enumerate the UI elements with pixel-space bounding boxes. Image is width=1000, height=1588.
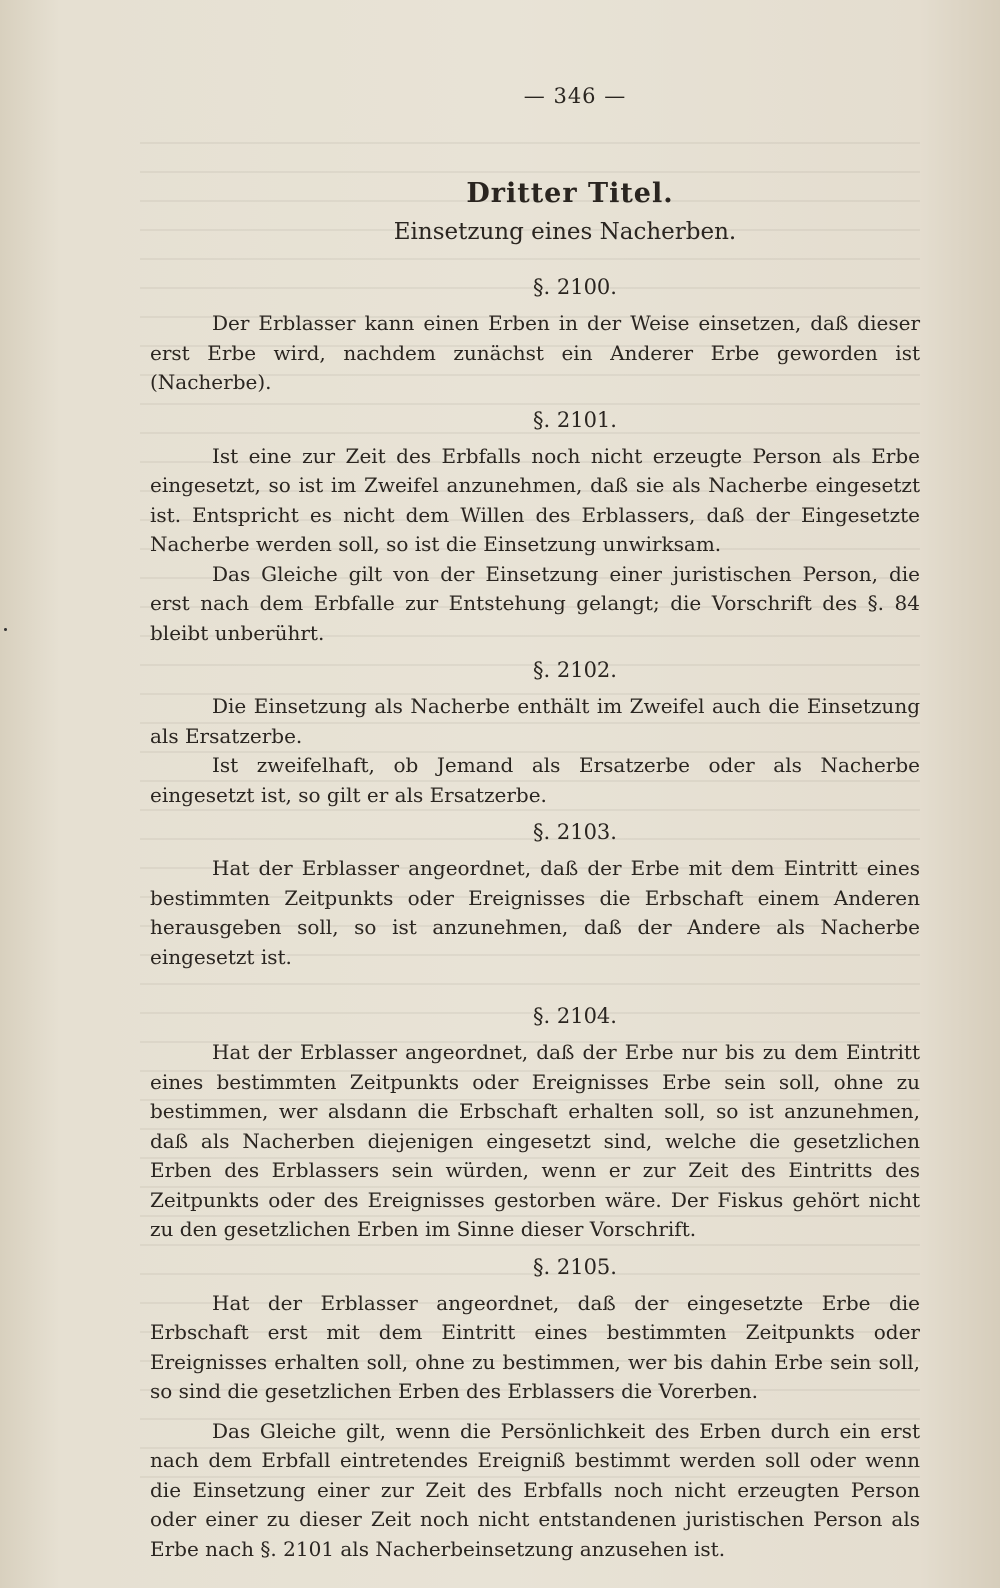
paragraph: Das Gleiche gilt, wenn die Persönlichkeit des Erben durch ein erst nach dem Erbfall eintretendes Ereigniß bestimmt werden soll oder wenn die Einsetzung einer zur Zeit des Erbfalls noch nicht erzeugten Person oder einer zu dieser Zeit noch nicht entstandenen juristischen Person als Erbe nach §. 2101 als Nacherbeinsetzung anzusehen ist. [150, 1418, 920, 1561]
section-heading: §. 2104. [533, 1004, 617, 1028]
paper-speck [4, 628, 7, 631]
section-heading: §. 2100. [533, 275, 617, 299]
section-2103 [150, 820, 920, 972]
spacer [150, 1407, 920, 1417]
section-heading: §. 2101. [533, 407, 617, 432]
section-heading: §. 2105. [533, 1254, 617, 1279]
section-2105 [150, 1255, 920, 1565]
paragraph: Ist zweifelhaft, ob Jemand als Ersatzerbe oder als Nacherbe eingesetzt ist, so gilt er als Ersatzerbe. [150, 753, 920, 807]
paragraph: Ist eine zur Zeit des Erbfalls noch nicht erzeugte Person als Erbe eingesetzt, so ist im Zweifel anzunehmen, daß sie als Nacherbe eingesetzt ist. Entspricht es nicht dem Willen des Erblassers, daß der Eingesetzte Nacherbe werden soll, so ist die Einsetzung unwirksam. [150, 443, 920, 556]
paragraph: Hat der Erblasser angeordnet, daß der Erbe nur bis zu dem Eintritt eines bestimmten Zeitpunkts oder Ereignisses Erbe sein soll, ohne zu bestimmen, wer alsdann die Erbschaft erhalten soll, so ist anzunehmen, daß als Nacherben diejenigen eingesetzt sind, welche die gesetzlichen Erben des Erblassers sein würden, wenn er zur Zeit des Eintritts des Zeitpunkts oder des Ereignisses gestorben wäre. Der Fiskus gehört nicht zu den gesetzlichen Erben im Sinne dieser Vorschrift. [150, 1040, 920, 1241]
paragraph: Der Erblasser kann einen Erben in der Weise einsetzen, daß dieser erst Erbe wird, nachdem zunächst ein Anderer Erbe geworden ist (Nacherbe). [150, 311, 920, 394]
paragraph: Das Gleiche gilt von der Einsetzung einer juristischen Person, die erst nach dem Erbfalle zur Entstehung gelangt; die Vorschrift des §. 84 bleibt unberührt. [150, 561, 920, 645]
paragraph: Die Einsetzung als Nacherbe enthält im Zweifel auch die Einsetzung als Ersatzerbe. [150, 694, 920, 748]
chapter-title: Dritter Titel. [466, 178, 674, 209]
section-2102 [150, 658, 920, 810]
page-number: — 346 — [523, 84, 627, 108]
section-heading: §. 2103. [533, 820, 617, 844]
chapter-subtitle: Einsetzung eines Nacherben. [393, 219, 737, 245]
paragraph: Hat der Erblasser angeordnet, daß der eingesetzte Erbe die Erbschaft erst mit dem Eintritt eines bestimmten Zeitpunkts oder Ereignisses erhalten soll, ohne zu bestimmen, wer bis dahin Erbe sein soll, so sind die gesetzlichen Erben des Erblassers die Vorerben. [150, 1290, 920, 1403]
paragraph: Hat der Erblasser angeordnet, daß der Erbe mit dem Eintritt eines bestimmten Zeitpunkts oder Ereignisses die Erbschaft einem Anderen herausgeben soll, so ist anzunehmen, daß der Andere als Nacherbe eingesetzt ist. [150, 856, 920, 969]
section-2104 [150, 1004, 920, 1245]
text-column [150, 84, 920, 1564]
section-2101 [150, 408, 920, 649]
section-2100 [150, 275, 920, 398]
section-heading: §. 2102. [533, 658, 617, 682]
spacer [150, 972, 920, 994]
